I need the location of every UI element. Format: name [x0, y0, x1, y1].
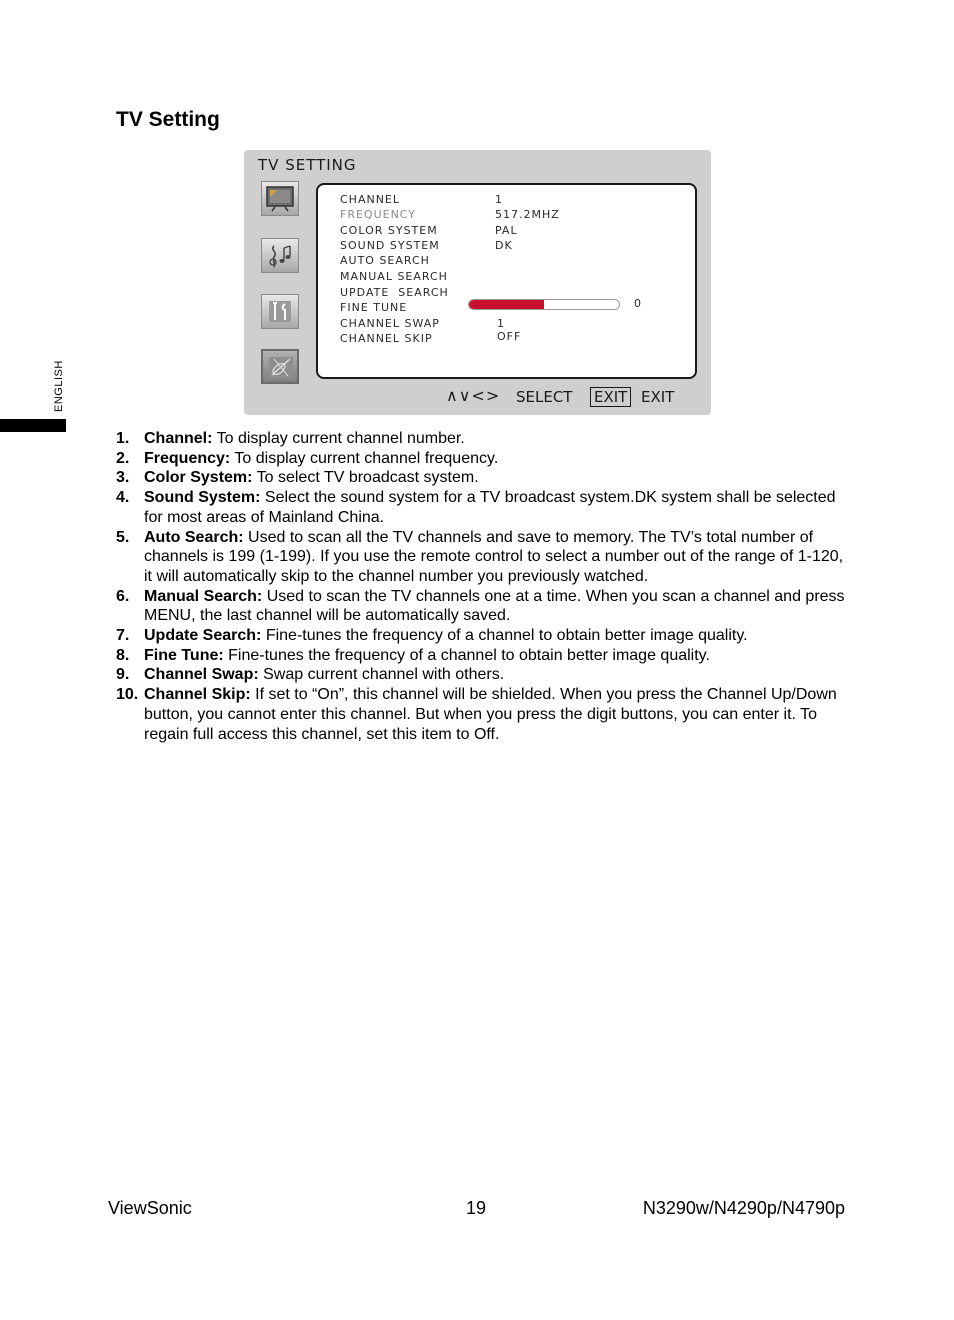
list-item — [116, 468, 846, 488]
item-number: 6. — [116, 587, 130, 605]
item-number: 5. — [116, 528, 130, 546]
osd-row-value: 1 — [497, 317, 505, 330]
item-number: 3. — [116, 469, 130, 487]
item-term: Frequency: — [144, 449, 231, 467]
footer-page-number: 19 — [466, 1198, 487, 1218]
osd-row-label: COLOR SYSTEM — [340, 224, 438, 237]
music-note-icon — [261, 238, 299, 273]
item-term: Channel Skip: — [144, 686, 251, 704]
osd-row-value: PAL — [495, 224, 518, 237]
select-hint: SELECT — [516, 388, 573, 406]
item-number: 10. — [116, 686, 139, 704]
language-tab-bar — [0, 419, 66, 432]
item-term: Manual Search: — [144, 587, 263, 605]
item-term: Channel Swap: — [144, 666, 259, 684]
osd-row-label: CHANNEL SKIP — [340, 332, 433, 345]
osd-settings-panel — [316, 183, 697, 379]
osd-row-label: FREQUENCY — [340, 208, 417, 221]
item-number: 9. — [116, 666, 130, 684]
item-text: Used to scan all the TV channels and save to memory. The TV’s total number of channels is 199 (1-199). If you use the remote control to select a number out of the range of 1-120, it will automatically skip to the channel number you previously watched. — [144, 528, 844, 585]
osd-row-label: MANUAL SEARCH — [340, 270, 448, 283]
item-term: Color System: — [144, 469, 253, 487]
item-text: Fine-tunes the frequency of a channel to obtain better image quality. — [261, 627, 748, 645]
osd-row-value: 517.2MHZ — [495, 208, 560, 221]
exit-key-box: EXIT — [590, 387, 631, 407]
osd-row-label: FINE TUNE — [340, 301, 408, 314]
list-item — [116, 587, 846, 626]
exit-hint: EXIT — [641, 388, 675, 406]
item-text: Used to scan the TV channels one at a time. When you scan a channel and press MENU, the last channel will be automatically saved. — [144, 587, 845, 625]
item-number: 4. — [116, 489, 130, 507]
osd-menu-screenshot — [244, 150, 711, 415]
osd-row-value: OFF — [497, 330, 522, 343]
item-number: 8. — [116, 646, 130, 664]
list-item — [116, 488, 846, 527]
osd-title: TV SETTING — [258, 156, 357, 174]
list-item — [116, 626, 846, 646]
picture-icon — [261, 181, 299, 216]
language-label: ENGLISH — [53, 360, 65, 412]
tools-icon — [261, 294, 299, 329]
list-item — [116, 665, 846, 685]
osd-row-label: SOUND SYSTEM — [340, 239, 440, 252]
fine-tune-slider-fill — [469, 300, 544, 309]
setting-descriptions — [116, 429, 846, 744]
item-text: Swap current channel with others. — [258, 666, 505, 684]
fine-tune-slider[interactable] — [468, 299, 620, 310]
item-text: To display current channel number. — [212, 430, 465, 447]
footer-model: N3290w/N4290p/N4790p — [642, 1198, 845, 1218]
osd-row-label: UPDATE SEARCH — [340, 286, 449, 299]
list-item — [116, 449, 846, 469]
item-term: Channel: — [144, 430, 213, 447]
item-text: Select the sound system for a TV broadcast system.DK system shall be selected for most areas of Mainland China. — [144, 489, 836, 526]
exit-key — [590, 388, 631, 406]
list-item — [116, 528, 846, 587]
osd-row-label: AUTO SEARCH — [340, 254, 430, 267]
osd-row-label: CHANNEL — [340, 193, 401, 206]
page-title: TV Setting — [116, 108, 220, 131]
list-item — [116, 685, 846, 744]
list-item — [116, 429, 846, 449]
nav-arrows-hint: ∧∨<> — [446, 386, 501, 405]
osd-row-label: CHANNEL SWAP — [340, 317, 440, 330]
item-text: To select TV broadcast system. — [252, 469, 479, 487]
item-text: To display current channel frequency. — [230, 449, 499, 467]
item-number: 7. — [116, 627, 130, 645]
osd-row-value: 1 — [495, 193, 503, 206]
list-item — [116, 646, 846, 666]
item-number: 1. — [116, 430, 130, 447]
item-term: Auto Search: — [144, 528, 244, 546]
item-text: Fine-tunes the frequency of a channel to obtain better image quality. — [223, 646, 710, 664]
item-number: 2. — [116, 449, 130, 467]
footer-brand: ViewSonic — [108, 1198, 192, 1218]
item-text: If set to “On”, this channel will be shielded. When you press the Channel Up/Down button, you cannot enter this channel. But when you press the digit buttons, you can enter it. To regain full access this channel, set this item to Off. — [144, 686, 837, 743]
fine-tune-value: 0 — [634, 297, 641, 310]
item-term: Fine Tune: — [144, 646, 224, 664]
item-term: Sound System: — [144, 489, 261, 507]
item-term: Update Search: — [144, 627, 262, 645]
osd-row-value: DK — [495, 239, 513, 252]
tv-antenna-icon — [261, 349, 299, 384]
